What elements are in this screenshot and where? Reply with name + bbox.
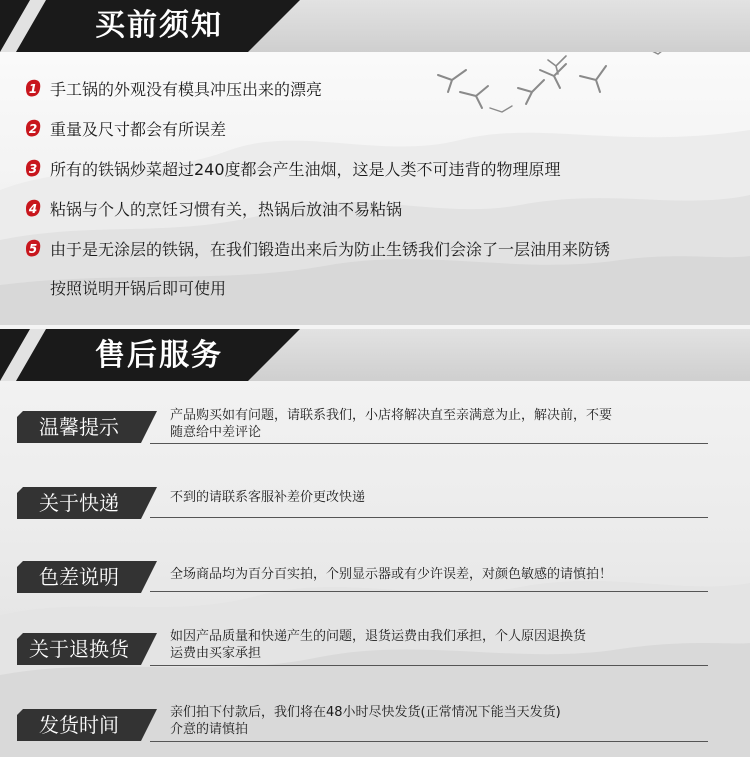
divider [150,741,708,742]
svg-text:4: 4 [28,202,38,216]
tip-text: 手工锅的外观没有模具冲压出来的漂亮 [50,79,323,99]
number-badge-icon [23,198,42,218]
service-item [0,628,750,678]
service-description-line: 不到的请联系客服补差价更改快递 [170,490,366,505]
number-badge-icon [23,158,42,178]
divider [150,517,708,518]
service-item [0,703,750,753]
service-item [0,485,750,535]
service-description-line: 随意给中差评论 [170,425,262,440]
service-label: 色差说明 [39,565,119,589]
service-description-line: 如因产品质量和快递产生的问题，退货运费由我们承担，个人原因退换货 [170,629,587,644]
number-badge-icon [23,78,42,98]
divider [150,665,708,666]
service-label-box [17,709,157,741]
pre-purchase-section [0,0,750,325]
tip-text: 所有的铁锅炒菜超过240度都会产生油烟，这是人类不可违背的物理原理 [50,159,561,179]
svg-text:5: 5 [28,242,38,256]
service-description-line: 运费由买家承担 [170,646,262,661]
service-description-line: 产品购买如有问题，请联系我们，小店将解决直至亲满意为止，解决前，不要 [170,408,613,423]
tip-item [23,76,322,100]
svg-text:2: 2 [28,122,38,136]
service-label-box [17,561,157,593]
service-description [170,704,720,738]
tip-text: 重量及尺寸都会有所误差 [50,119,227,139]
service-item [0,407,750,457]
pre-purchase-title: 买前须知 [95,8,223,43]
service-label: 关于退换货 [29,637,129,661]
svg-text:1: 1 [28,82,38,96]
service-description [170,407,720,441]
after-sales-title: 售后服务 [95,338,223,373]
divider [150,443,708,444]
service-item [0,560,750,610]
tip-item [23,196,402,220]
service-description [170,489,720,506]
tip-item [23,156,561,180]
service-description-line: 亲们拍下付款后，我们将在48小时尽快发货(正常情况下能当天发货) [170,705,561,720]
tip-item [23,116,226,140]
service-label-box [17,633,157,665]
service-label: 关于快递 [39,491,119,515]
tip-text: 粘锅与个人的烹饪习惯有关，热锅后放油不易粘锅 [50,199,403,219]
bird-icon [430,40,680,130]
service-description-line: 介意的请慎拍 [170,722,249,737]
tip-item [23,236,610,260]
tip-extra-text: 按照说明开锅后即可使用 [50,279,227,298]
service-label-box [17,487,157,519]
service-description-line: 全场商品均为百分百实拍，个别显示器或有少许误差，对颜色敏感的请慎拍！ [170,567,613,582]
service-description [170,628,720,662]
number-badge-icon [23,238,42,258]
service-label: 温馨提示 [39,415,119,439]
service-description [170,566,720,583]
tip-text: 由于是无涂层的铁锅，在我们锻造出来后为防止生锈我们会涂了一层油用来防锈 [50,239,611,259]
divider [150,591,708,592]
svg-text:3: 3 [28,162,38,176]
after-sales-section [0,325,750,757]
service-label-box [17,411,157,443]
number-badge-icon [23,118,42,138]
service-label: 发货时间 [39,713,119,737]
